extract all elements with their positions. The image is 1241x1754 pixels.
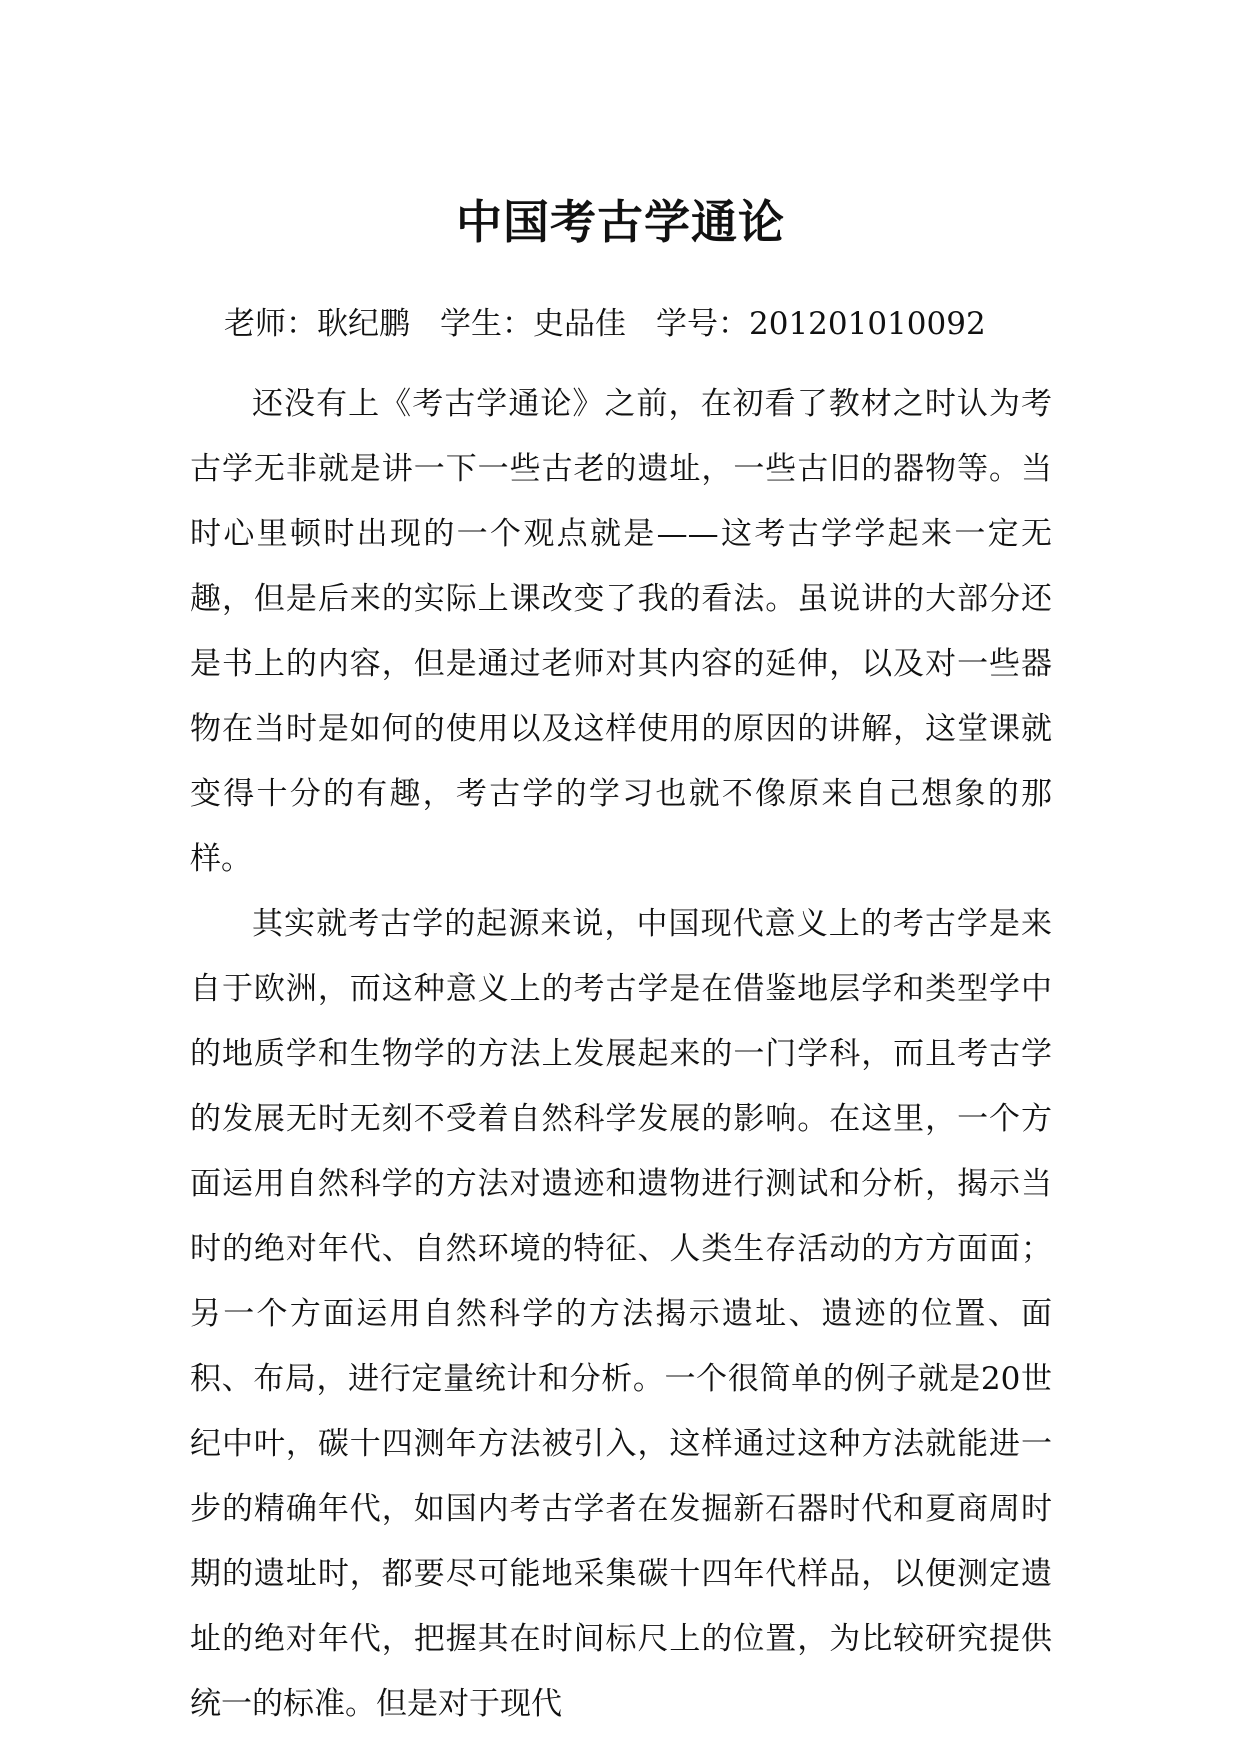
- author-info-line: [224, 302, 986, 346]
- teacher-info: 老师：耿纪鹏: [224, 306, 410, 342]
- student-info: 学生：史品佳: [440, 306, 626, 342]
- paragraph: 还没有上《考古学通论》之前，在初看了教材之时认为考古学无非就是讲一下一些古老的遗址，一些古旧的器物等。当时心里顿时出现的一个观点就是——这考古学学起来一定无趣，但是后来的实际上课改变了我的看法。虽说讲的大部分还是书上的内容，但是通过老师对其内容的延伸，以及对一些器物在当时是如何的使用以及这样使用的原因的讲解，这堂课就变得十分的有趣，考古学的学习也就不像原来自己想象的那样。: [190, 386, 1052, 877]
- paragraph: 其实就考古学的起源来说，中国现代意义上的考古学是来自于欧洲，而这种意义上的考古学是在借鉴地层学和类型学中的地质学和生物学的方法上发展起来的一门学科，而且考古学的发展无时无刻不受着自然科学发展的影响。在这里，一个方面运用自然科学的方法对遗迹和遗物进行测试和分析，揭示当时的绝对年代、自然环境的特征、人类生存活动的方方面面；另一个方面运用自然科学的方法揭示遗址、遗迹的位置、面积、布局，进行定量统计和分析。一个很简单的例子就是20世纪中叶，碳十四测年方法被引入，这样通过这种方法就能进一步的精确年代，如国内考古学者在发掘新石器时代和夏商周时期的遗址时，都要尽可能地采集碳十四年代样品，以便测定遗址的绝对年代，把握其在时间标尺上的位置，为比较研究提供统一的标准。但是对于现代: [190, 906, 1052, 1722]
- document-title: 中国考古学通论: [456, 195, 785, 249]
- student-id-info: 学号：201201010092: [656, 306, 986, 342]
- document-body: [190, 372, 1052, 1737]
